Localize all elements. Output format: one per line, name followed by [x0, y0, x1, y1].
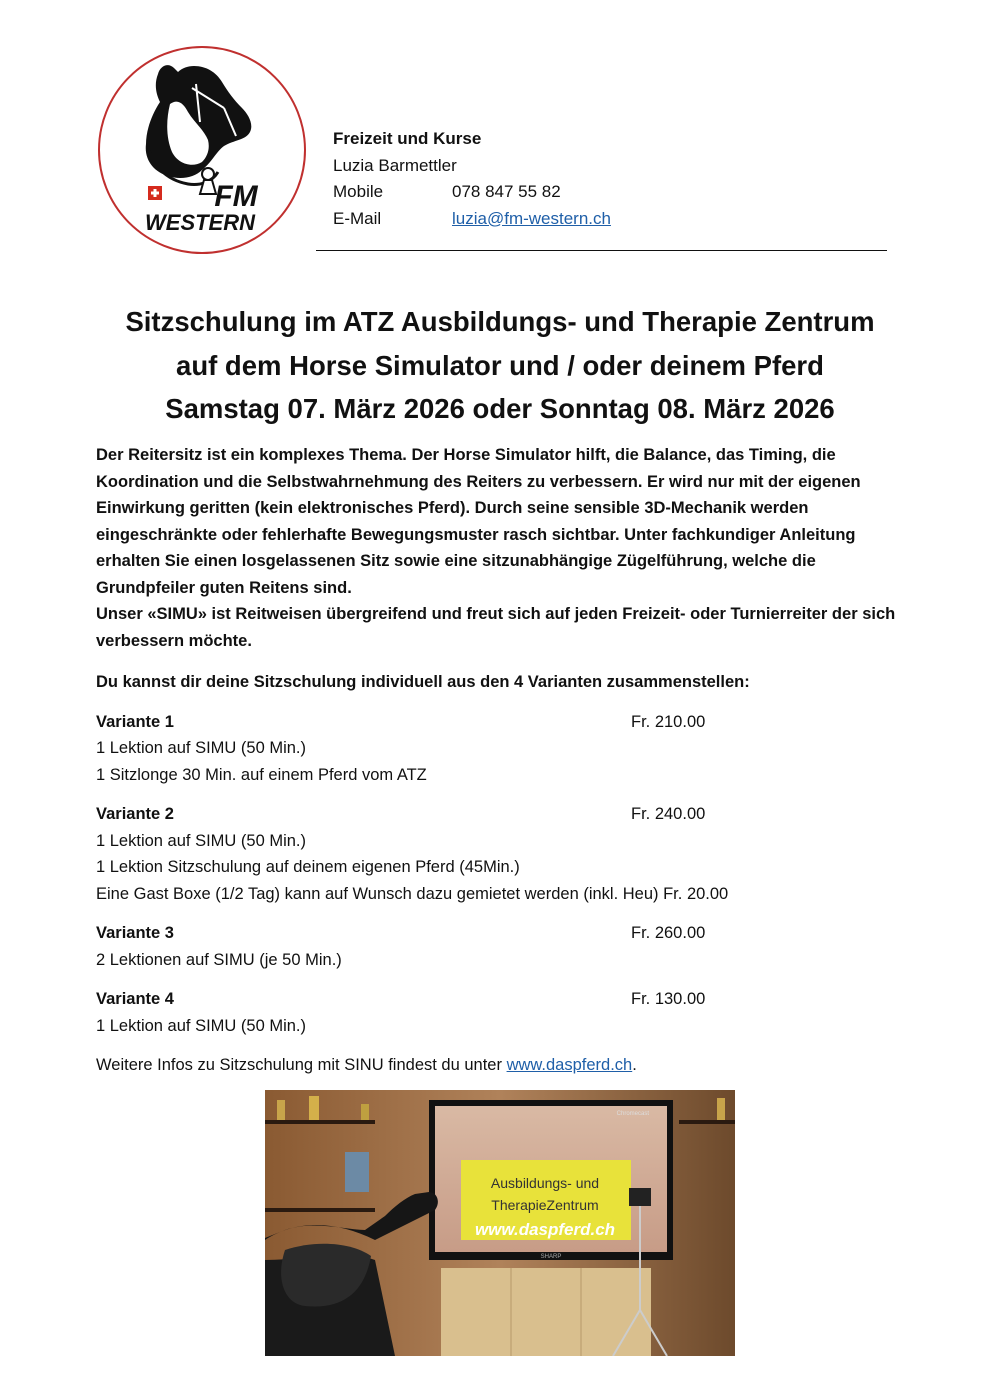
- contact-title: Freizeit und Kurse: [333, 129, 482, 148]
- screen-text-line1: Ausbildungs- und: [490, 1175, 600, 1191]
- title-line-2: auf dem Horse Simulator und / oder deinem Pferd: [176, 349, 824, 381]
- intro-paragraph-2: Unser «SIMU» ist Reitweisen übergreifend und freut sich auf jeden Freizeit- oder Turnierreiter der sich verbessern möchte.: [96, 605, 896, 650]
- title-line-3: Samstag 07. März 2026 oder Sonntag 08. März 2026: [165, 393, 835, 424]
- content-body: [96, 442, 916, 1079]
- footer-text: Weitere Infos zu Sitzschulung mit SINU findest du unter: [96, 1056, 507, 1074]
- fm-western-logo: [96, 44, 308, 256]
- cabinet: [441, 1268, 651, 1356]
- variant-4: [96, 986, 916, 1039]
- tv-tag: Chromecast: [616, 1111, 649, 1117]
- photo-illustration: [265, 1090, 735, 1356]
- logo-text-fm: FM: [214, 180, 258, 213]
- screen-text-line2: TherapieZentrum: [491, 1197, 599, 1213]
- variant-price: Fr. 130.00: [631, 990, 706, 1008]
- simulator-photo: [265, 1090, 735, 1356]
- variant-price: Fr. 210.00: [631, 712, 706, 731]
- contact-mobile-row: [333, 179, 611, 206]
- logo-text-western: WESTERN: [145, 210, 255, 235]
- variant-line: 2 Lektionen auf SIMU (je 50 Min.): [96, 950, 342, 969]
- variant-2: [96, 801, 916, 907]
- variant-line: 1 Lektion auf SIMU (50 Min.): [96, 1016, 307, 1035]
- mobile-value: 078 847 55 82: [452, 182, 561, 201]
- mobile-label: Mobile: [333, 182, 384, 201]
- tv: [429, 1100, 673, 1260]
- variant-line: 1 Lektion Sitzschulung auf deinem eigenen Pferd (45Min.): [96, 858, 520, 876]
- logo-graphic: [96, 44, 308, 256]
- variant-name: Variante 1: [96, 712, 174, 731]
- variant-line: 1 Lektion auf SIMU (50 Min.): [96, 831, 307, 850]
- footer-period: .: [632, 1056, 637, 1074]
- variant-line: Eine Gast Boxe (1/2 Tag) kann auf Wunsch dazu gemietet werden (inkl. Heu) Fr. 20.00: [96, 884, 729, 903]
- variant-line: 1 Sitzlonge 30 Min. auf einem Pferd vom ATZ: [96, 765, 427, 784]
- screen-url: www.daspferd.ch: [474, 1220, 616, 1239]
- variant-name: Variante 2: [96, 805, 174, 823]
- daspferd-link[interactable]: www.daspferd.ch: [506, 1056, 633, 1074]
- title-line-1: Sitzschulung im ATZ Ausbildungs- und Therapie Zentrum: [125, 306, 875, 337]
- swiss-flag-icon: [148, 186, 162, 200]
- variant-price: Fr. 240.00: [631, 805, 706, 823]
- contact-block: [333, 126, 611, 232]
- variants-prompt: Du kannst dir deine Sitzschulung individuell aus den 4 Varianten zusammenstellen:: [96, 673, 750, 691]
- intro-paragraph-1: Der Reitersitz ist ein komplexes Thema. Der Horse Simulator hilft, die Balance, das Timing, die Koordination und die Selbstwahrnehmung des Reiters zu verbessern. Er wird nur mit der eigenen Einwirkung geritten (kein elektronisches Pferd). Durch seine sensible 3D-Mechanik werden eingeschränkte oder fehlerhafte Bewegungsmuster rasch sichtbar. Unter fachkundiger Anleitung erhalten Sie einen losgelassenen Sitz sowie eine sitzunabhängige Zügelführung, welche die Grundpfeiler guten Reitens sind.: [96, 446, 861, 597]
- variant-3: [96, 920, 916, 973]
- page-title: [0, 300, 1000, 431]
- variant-price: Fr. 260.00: [631, 924, 706, 942]
- contact-email-row: [333, 206, 611, 233]
- variant-name: Variante 4: [96, 990, 174, 1008]
- variant-name: Variante 3: [96, 924, 174, 942]
- variant-1: [96, 709, 916, 789]
- variant-line: 1 Lektion auf SIMU (50 Min.): [96, 739, 307, 757]
- header-divider: [316, 250, 887, 251]
- contact-name: Luzia Barmettler: [333, 155, 457, 175]
- tv-brand: SHARP: [540, 1254, 562, 1260]
- email-link[interactable]: luzia@fm-western.ch: [452, 208, 611, 228]
- email-label: E-Mail: [333, 208, 382, 228]
- footer-info: [96, 1052, 916, 1079]
